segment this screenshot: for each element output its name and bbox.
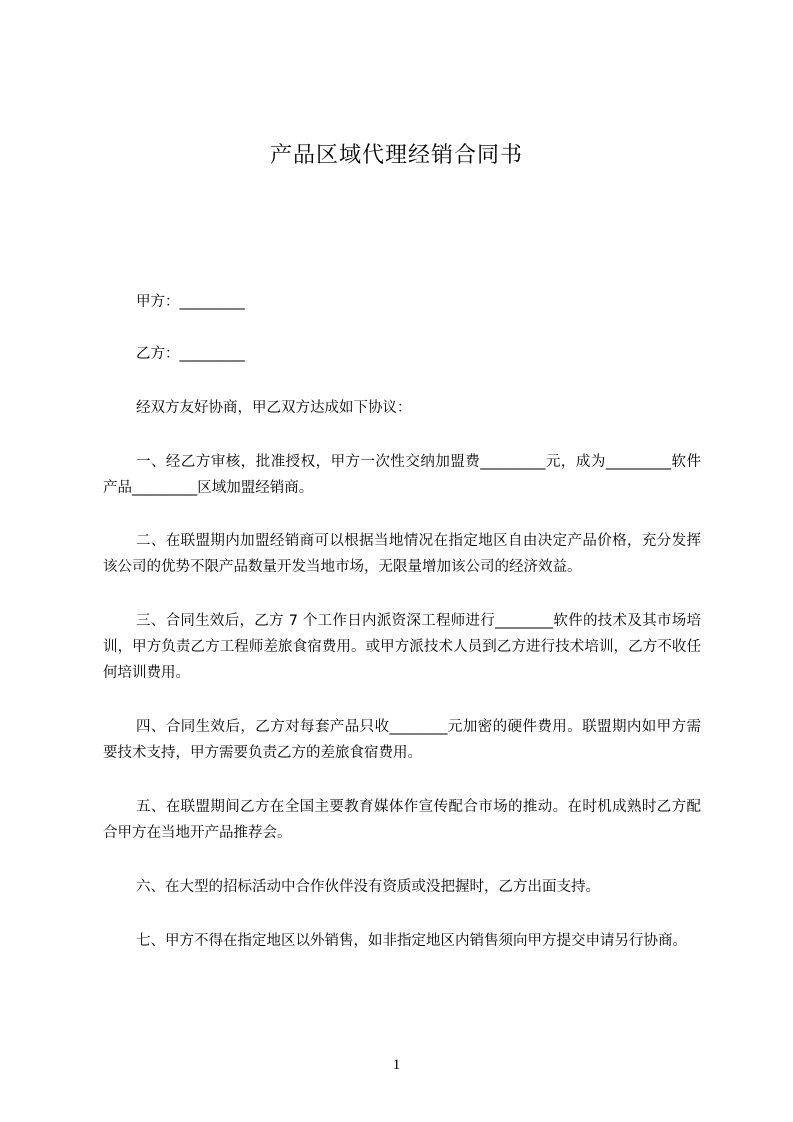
agreement-intro: 经双方友好协商，甲乙双方达成如下协议： bbox=[136, 400, 412, 416]
page-number: 1 bbox=[392, 1057, 401, 1073]
clause-2: 二、在联盟期内加盟经销商可以根据当地情况在指定地区自由决定产品价格，充分发挥该公司的优势不限产品数量开发当地市场，无限量增加该公司的经济效益。 bbox=[103, 533, 701, 575]
party-b-line: 乙方：_________ bbox=[136, 346, 245, 362]
clause-4: 四、合同生效后，乙方对每套产品只收________元加密的硬件费用。联盟期内如甲方需要技术支持，甲方需要负责乙方的差旅食宿费用。 bbox=[103, 719, 701, 761]
document-title: 产品区域代理经销合同书 bbox=[269, 143, 523, 168]
clause-5: 五、在联盟期间乙方在全国主要教育媒体作宣传配合市场的推动。在时机成熟时乙方配合甲方在当地开产品推荐会。 bbox=[103, 799, 701, 841]
clause-7: 七、甲方不得在指定地区以外销售，如非指定地区内销售须向甲方提交申请另行协商。 bbox=[136, 933, 687, 949]
party-a-line: 甲方：_________ bbox=[136, 294, 245, 310]
clause-3: 三、合同生效后，乙方 7 个工作日内派资深工程师进行________软件的技术及其市场培训，甲方负责乙方工程师差旅食宿费用。或甲方派技术人员到乙方进行技术培训，乙方不收任何培训费用。 bbox=[103, 613, 701, 681]
clause-1: 一、经乙方审核，批准授权，甲方一次性交纳加盟费_________元，成为_________软件产品_________区域加盟经销商。 bbox=[103, 454, 701, 496]
clause-6: 六、在大型的招标活动中合作伙伴没有资质或没把握时，乙方出面支持。 bbox=[136, 879, 600, 895]
